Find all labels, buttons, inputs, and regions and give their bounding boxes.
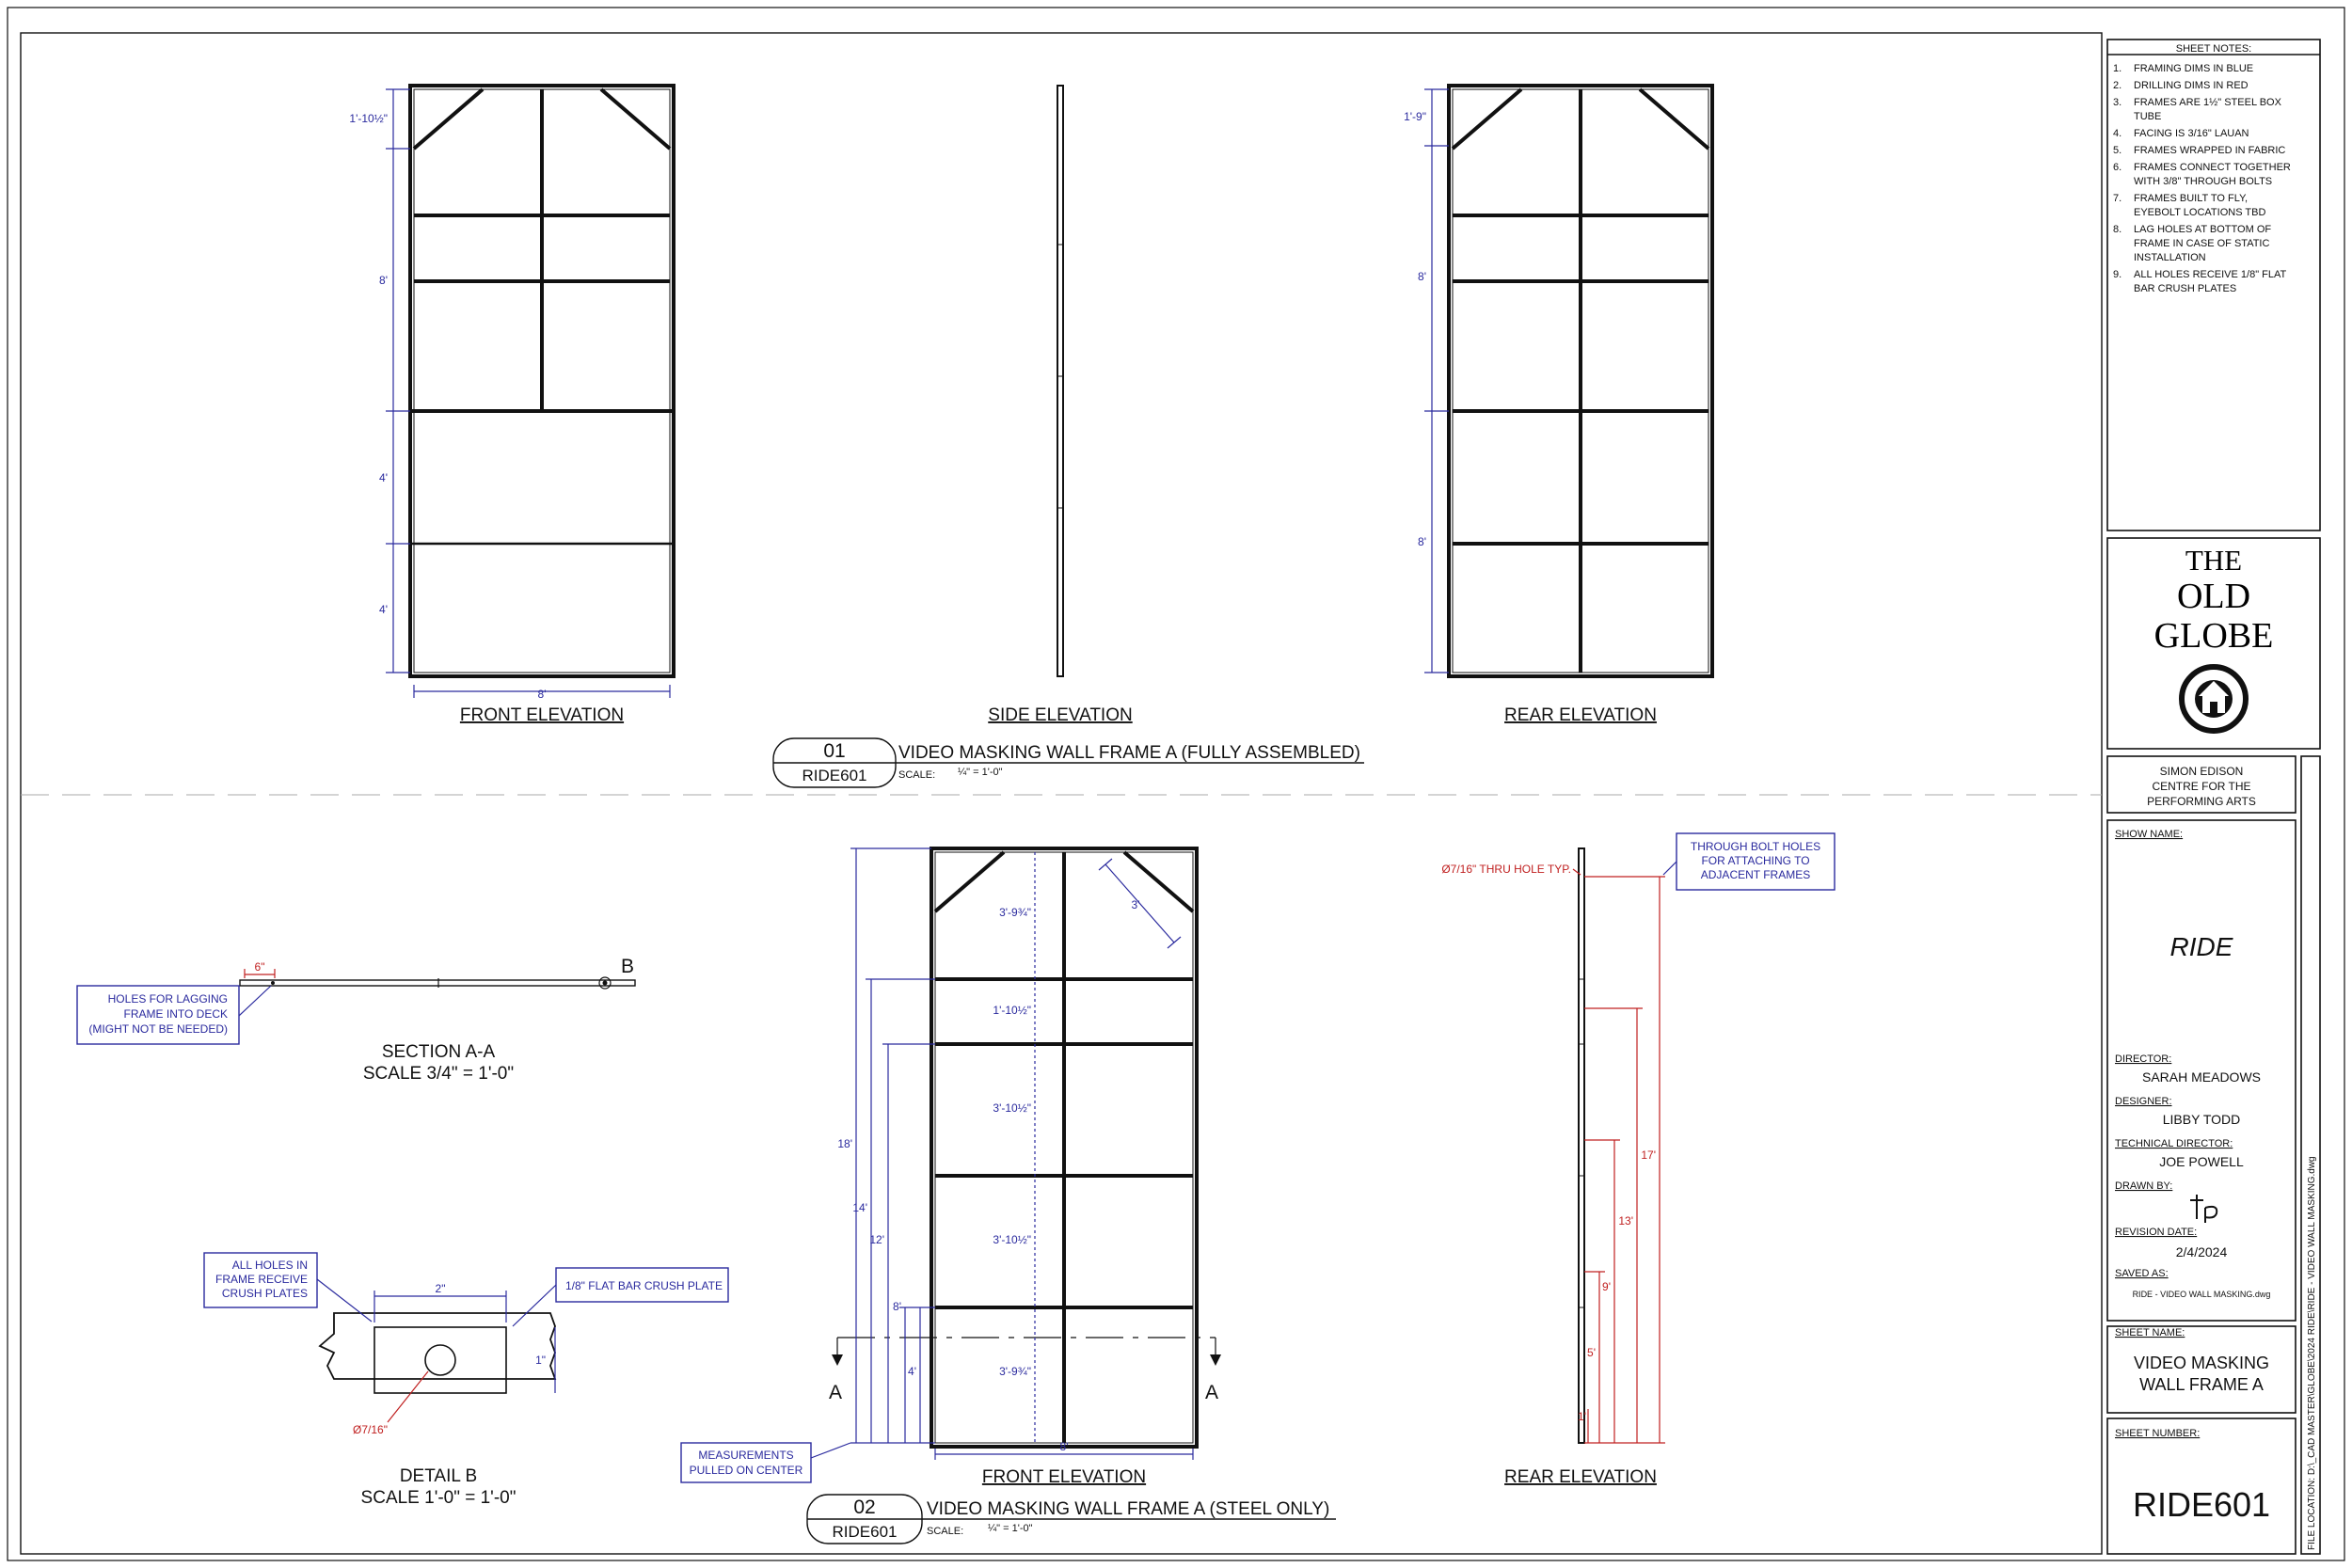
revision-label: REVISION DATE: [2115,1227,2198,1238]
dim-top-front-0: 1'-10½" [349,112,388,125]
panel-dim-4: 3'-9¾" [999,1365,1031,1378]
view-label-rear: REAR ELEVATION [1504,705,1657,725]
section-mark-right: A [1204,1382,1219,1403]
view-label-rear-steel: REAR ELEVATION [1504,1467,1657,1487]
callout-01-scale: ¼" = 1'-0" [958,767,1003,778]
drawing-border [21,33,2102,1554]
sheet-note-number: 2. [2113,80,2122,91]
sheet-note-text: DRILLING DIMS IN RED [2134,80,2249,91]
dim-top-front-1: 8' [379,274,388,287]
show-name-label: SHOW NAME: [2115,829,2184,840]
dim-top-rear-0: 1'-9" [1404,110,1426,123]
detail-hole-dim: Ø7/16" [353,1423,388,1436]
sheet-note-number: 4. [2113,128,2122,139]
sheet-note-text: EYEBOLT LOCATIONS TBD [2134,207,2266,218]
outer-border [8,8,2344,1560]
td-label: TECHNICAL DIRECTOR: [2115,1138,2233,1149]
logo-line-1: OLD [2176,577,2251,616]
side-elevation [988,86,1132,725]
front-elevation-assembled [349,86,674,725]
drawn-by-initials [2190,1195,2217,1223]
sheet-notes-heading: SHEET NOTES: [2175,43,2252,55]
rear-dim-2: 9' [1602,1280,1611,1293]
sheet-notes-list [2113,63,2291,294]
file-location: FILE LOCATION: D:\_CAD MASTER\GLOBE\2024 RIDE\RIDE - VIDEO WALL MASKING.dwg [2307,1156,2317,1550]
thru-hole-note: Ø7/16" THRU HOLE TYP. [1441,863,1571,876]
lagging-note-2: (MIGHT NOT BE NEEDED) [88,1022,228,1036]
dim-top-front-3: 4' [379,603,388,616]
steel-width-dim: 8' [1059,1440,1069,1453]
detail-mark-b: B [620,956,635,977]
overall-dim-4: 4' [908,1365,916,1378]
designer: LIBBY TODD [2162,1112,2241,1127]
sheet-note-text: INSTALLATION [2134,252,2206,263]
title-block [2107,40,2320,1554]
sheet-note-number: 8. [2113,224,2122,235]
sheet-note-text: TUBE [2134,111,2162,122]
callout-01-scale-label: SCALE: [898,769,936,781]
dim-top-front-width: 8' [537,688,547,701]
callout-02-ref: RIDE601 [832,1523,898,1541]
td: JOE POWELL [2159,1154,2244,1169]
callout-02-scale: ¼" = 1'-0" [988,1523,1033,1534]
sheet-number: RIDE601 [2132,1485,2271,1524]
section-a-a [77,956,635,1084]
dim-top-rear-1: 8' [1418,270,1426,283]
front-elevation-steel [681,848,1221,1487]
detail-width: 2" [435,1282,446,1295]
panel-dim-2: 3'-10½" [993,1101,1031,1115]
sheet-note-text: FRAMES BUILT TO FLY, [2134,193,2249,204]
sheet-note-text: FRAMES CONNECT TOGETHER [2134,162,2291,173]
show-name: RIDE [2169,932,2233,961]
logo-line-0: THE [2185,544,2243,577]
callout-01-ref: RIDE601 [802,767,867,784]
callout-02-scale-label: SCALE: [927,1526,964,1537]
rear-dim-4: 1' [1578,1410,1586,1423]
sheet-note-text: FRAME IN CASE OF STATIC [2134,238,2270,249]
overall-dim-1: 14' [852,1201,867,1214]
designer-label: DESIGNER: [2115,1096,2172,1107]
sheet-note-text: FRAMES ARE 1½" STEEL BOX [2134,97,2281,108]
detail-scale: SCALE 1'-0" = 1'-0" [360,1488,516,1508]
sheet-note-text: LAG HOLES AT BOTTOM OF [2134,224,2272,235]
lagging-note-0: HOLES FOR LAGGING [107,992,228,1006]
sheet-name-0: VIDEO MASKING [2133,1354,2270,1372]
globe-logo-icon [2182,667,2246,731]
director-label: DIRECTOR: [2115,1053,2172,1065]
view-label-side: SIDE ELEVATION [988,705,1133,725]
venue-line-2: PERFORMING ARTS [2147,795,2256,808]
bolt-note-1: FOR ATTACHING TO [1701,854,1810,867]
section-title: SECTION A-A [381,1042,496,1062]
rear-elevation-assembled [1404,86,1712,725]
crush-holes-1: FRAME RECEIVE [215,1273,308,1286]
detail-title: DETAIL B [399,1466,478,1486]
detail-b [204,1253,728,1508]
sheet-note-text: FACING IS 3/16" LAUAN [2134,128,2249,139]
sheet-note-text: FRAMING DIMS IN BLUE [2134,63,2254,74]
detail-height: 1" [535,1354,546,1367]
measure-note-0: MEASUREMENTS [698,1449,794,1462]
section-mark-left: A [828,1382,843,1403]
venue-line-1: CENTRE FOR THE [2152,780,2251,793]
sheet-number-label: SHEET NUMBER: [2115,1428,2201,1439]
sheet-note-text: WITH 3/8" THROUGH BOLTS [2134,176,2273,187]
saved-as-label: SAVED AS: [2115,1268,2169,1279]
sheet-name-label: SHEET NAME: [2115,1327,2185,1338]
crush-holes-0: ALL HOLES IN [231,1259,308,1272]
venue-line-0: SIMON EDISON [2159,765,2244,778]
rear-dim-0: 17' [1641,1148,1656,1162]
sheet-note-number: 1. [2113,63,2122,74]
rear-elevation-steel [1441,833,1835,1487]
sheet-note-text: ALL HOLES RECEIVE 1/8" FLAT [2134,269,2287,280]
rear-dim-3: 5' [1587,1346,1596,1359]
rear-dim-1: 13' [1618,1214,1633,1227]
panel-dim-1: 1'-10½" [993,1004,1031,1017]
dim-top-front-2: 4' [379,471,388,484]
callout-01-title: VIDEO MASKING WALL FRAME A (FULLY ASSEMBLED) [898,743,1360,763]
sheet-name-1: WALL FRAME A [2139,1375,2264,1394]
sheet-note-number: 3. [2113,97,2122,108]
bolt-note-0: THROUGH BOLT HOLES [1690,840,1821,853]
bolt-note-2: ADJACENT FRAMES [1700,868,1811,881]
sheet-note-number: 9. [2113,269,2122,280]
callout-02-id: 02 [853,1497,876,1518]
panel-dim-3: 3'-10½" [993,1233,1031,1246]
panel-dim-0: 3'-9¾" [999,906,1031,919]
lagging-note-1: FRAME INTO DECK [123,1007,228,1021]
overall-dim-2: 12' [869,1233,884,1246]
section-scale: SCALE 3/4" = 1'-0" [362,1064,515,1084]
sheet-note-number: 6. [2113,162,2122,173]
brace-dim: 3' [1131,898,1140,911]
drawn-by-label: DRAWN BY: [2115,1180,2173,1192]
sheet-note-text: BAR CRUSH PLATES [2134,283,2237,294]
director: SARAH MEADOWS [2141,1069,2262,1085]
view-callout-02 [807,1495,1336,1544]
view-callout-01 [773,738,1364,787]
overall-dim-3: 8' [893,1300,901,1313]
sheet-note-number: 7. [2113,193,2122,204]
sheet-note-number: 5. [2113,145,2122,156]
view-label-front: FRONT ELEVATION [459,705,625,725]
callout-02-title: VIDEO MASKING WALL FRAME A (STEEL ONLY) [927,1499,1330,1519]
crush-holes-2: CRUSH PLATES [221,1287,308,1300]
saved-as: RIDE - VIDEO WALL MASKING.dwg [2132,1290,2271,1299]
measure-note-1: PULLED ON CENTER [689,1464,803,1477]
view-label-front-steel: FRONT ELEVATION [981,1467,1147,1487]
sheet-note-text: FRAMES WRAPPED IN FABRIC [2134,145,2286,156]
overall-dim-0: 18' [837,1137,852,1150]
crush-plate-note: 1/8" FLAT BAR CRUSH PLATE [565,1279,723,1292]
revision-date: 2/4/2024 [2175,1244,2228,1259]
dim-top-rear-2: 8' [1418,535,1426,548]
lag-dim: 6" [254,960,265,974]
logo-line-2: GLOBE [2153,616,2274,656]
callout-01-id: 01 [823,740,846,762]
